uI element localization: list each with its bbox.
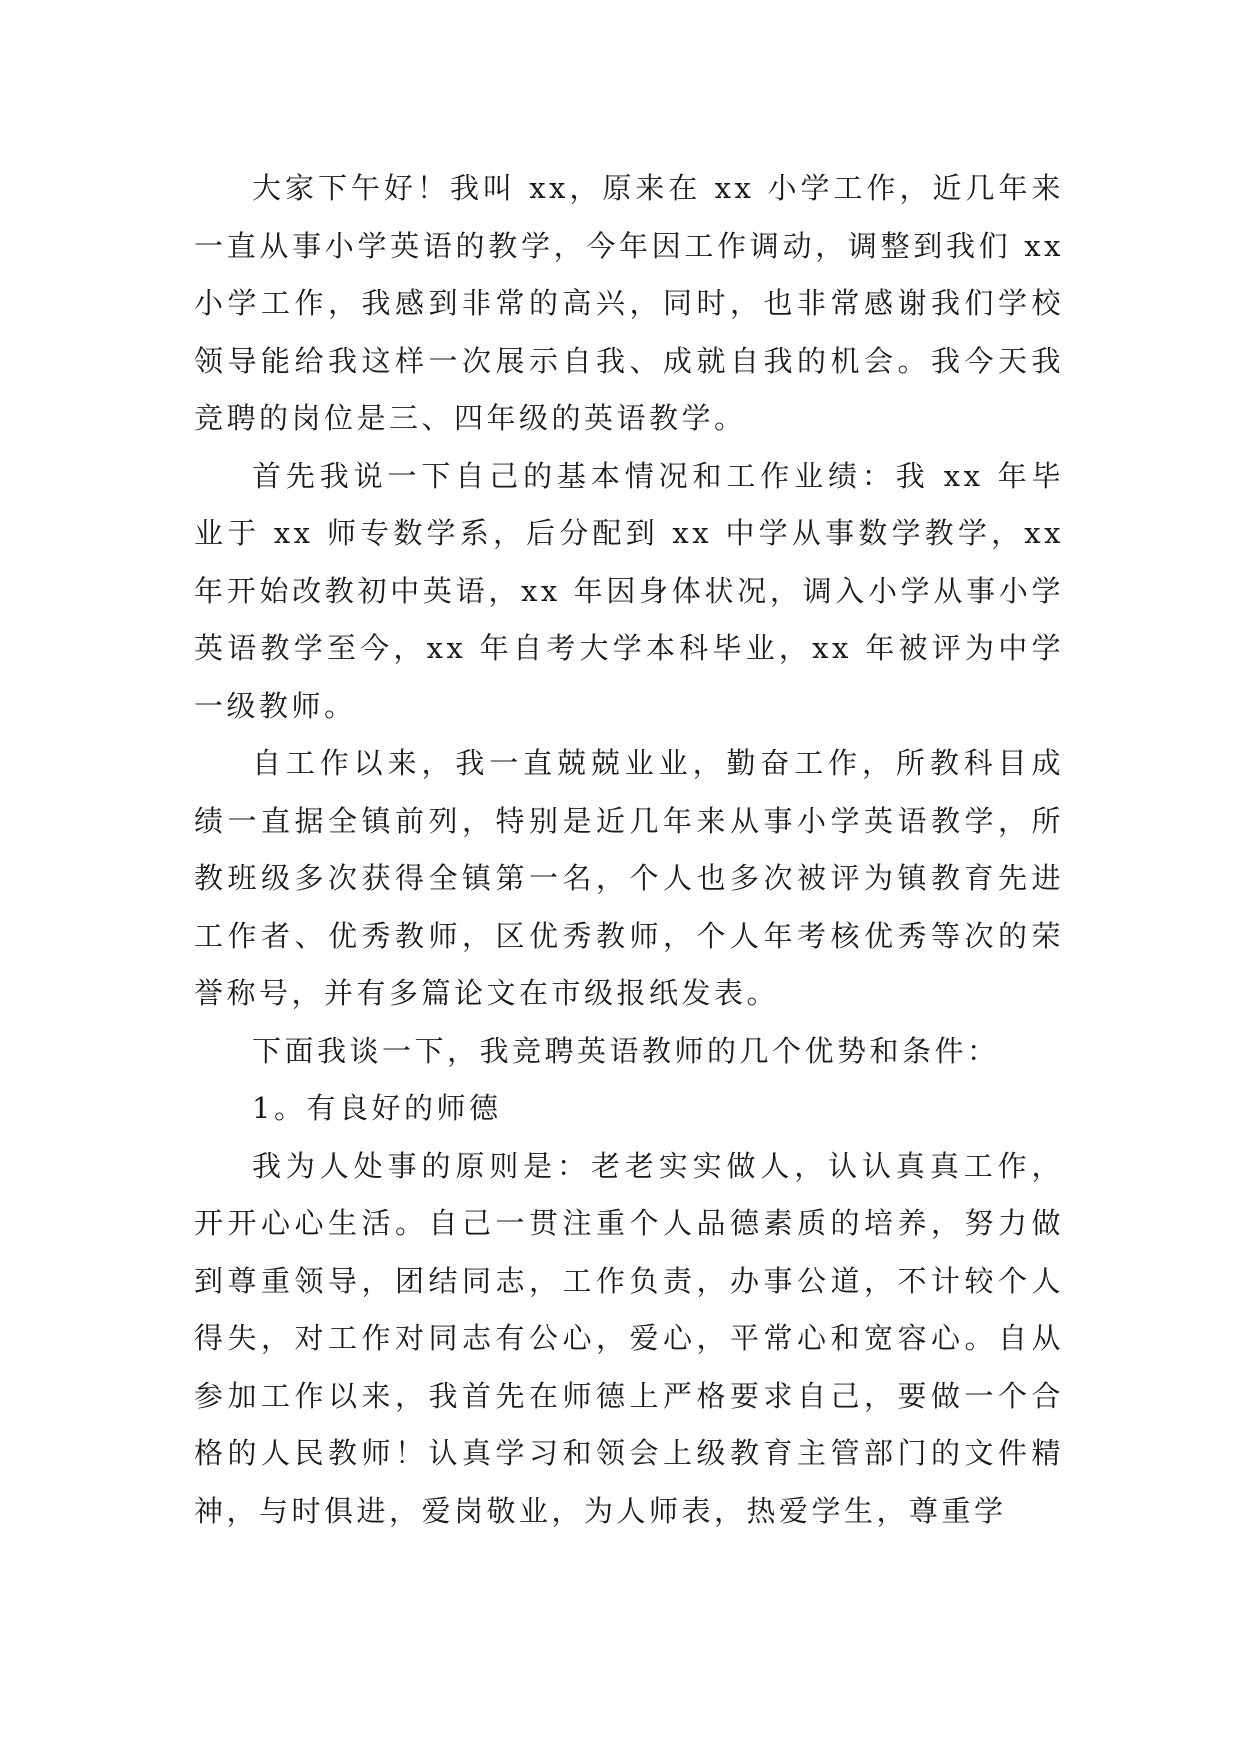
paragraph-greeting: 大家下午好！我叫 xx，原来在 xx 小学工作，近几年来一直从事小学英语的教学，今年因工作调动，调整到我们 xx 小学工作，我感到非常的高兴，同时，也非常感谢我们学校领导能给我这样一次展示自我、成就自我的机会。我今天我竞聘的岗位是三、四年级的英语教学。: [194, 171, 1064, 435]
paragraph-background: 首先我说一下自己的基本情况和工作业绩：我 xx 年毕业于 xx 师专数学系，后分配到 xx 中学从事数学教学，xx 年开始改教初中英语，xx 年因身体状况，调入小学从事小学英语教学至今，xx 年自考大学本科毕业，xx 年被评为中学一级教师。: [194, 458, 1064, 723]
document-body: [194, 160, 1064, 1540]
list-item-heading-1: 1。有良好的师德: [252, 1091, 502, 1125]
paragraph-ethics: 我为人处事的原则是：老老实实做人，认认真真工作，开开心心生活。自己一贯注重个人品德素质的培养，努力做到尊重领导，团结同志，工作负责，办事公道，不计较个人得失，对工作对同志有公心，爱心，平常心和宽容心。自从参加工作以来，我首先在师德上严格要求自己，要做一个合格的人民教师！认真学习和领会上级教育主管部门的文件精神，与时俱进，爱岗敬业，为人师表，热爱学生，尊重学: [194, 1148, 1064, 1528]
paragraph-achievements: 自工作以来，我一直兢兢业业，勤奋工作，所教科目成绩一直据全镇前列，特别是近几年来从事小学英语教学，所教班级多次获得全镇第一名，个人也多次被评为镇教育先进工作者、优秀教师，区优秀教师，个人年考核优秀等次的荣誉称号，并有多篇论文在市级报纸发表。: [194, 746, 1064, 1010]
paragraph-advantages-intro: 下面我谈一下，我竞聘英语教师的几个优势和条件：: [252, 1033, 1000, 1068]
